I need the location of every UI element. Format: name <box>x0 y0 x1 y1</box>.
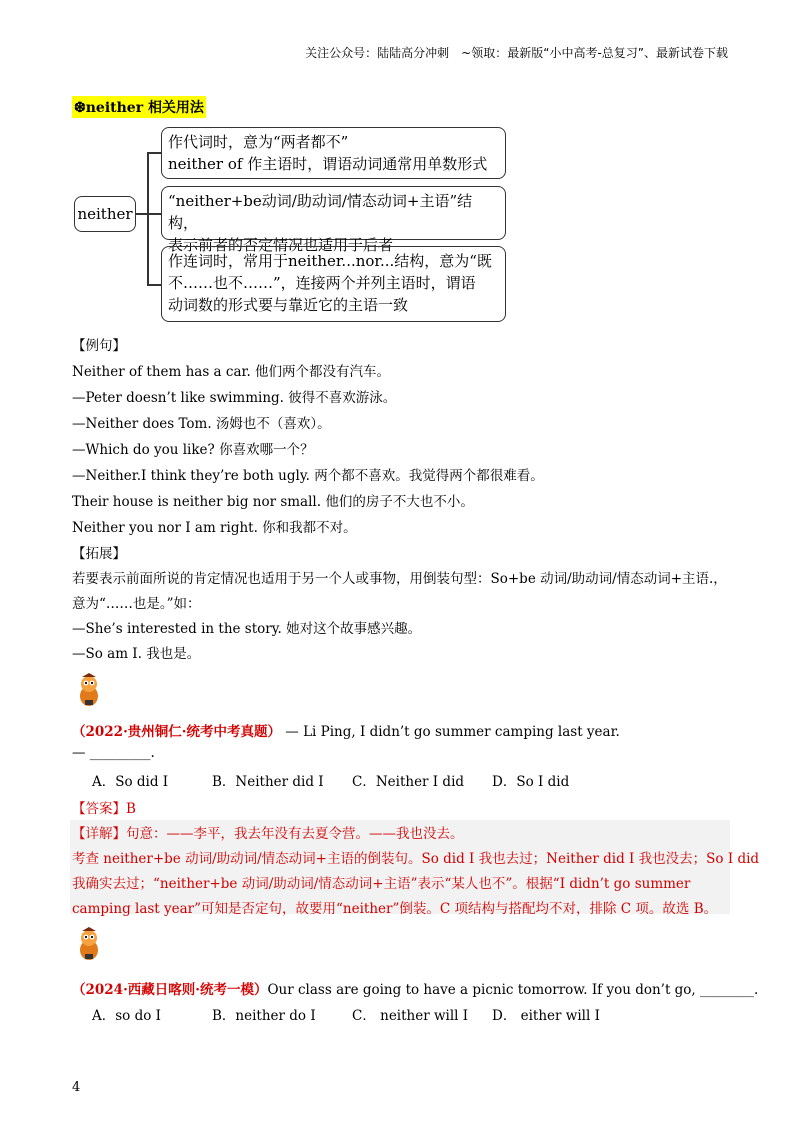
q1-option-c[interactable]: C．Neither I did <box>352 774 465 790</box>
question-2-source: （2024·西藏日喀则·统考一模） <box>72 982 268 998</box>
q2-option-a[interactable]: A．so do I <box>92 1008 161 1024</box>
page-number: 4 <box>72 1080 81 1095</box>
box-text: “neither+be动词/助动词/情态动词+主语”结构， <box>168 192 473 232</box>
connector-vertical <box>147 152 149 284</box>
question-1-source: （2022·贵州铜仁·统考中考真题） <box>72 724 281 740</box>
example-line: Neither of them has a car. 他们两个都没有汽车。 <box>72 364 391 380</box>
question-1-stem <box>72 720 620 740</box>
example-line: —Peter doesn’t like swimming. 彼得不喜欢游泳。 <box>72 390 397 406</box>
extension-line: —So am I. 我也是。 <box>72 646 201 662</box>
box-text: 作连词时，常用于neither...nor...结构，意为“既 <box>168 252 492 270</box>
q1-answer: 【答案】B <box>72 801 136 817</box>
q1-explanation-line: 【详解】句意：——李平，我去年没有去夏令营。——我也没去。 <box>72 826 464 842</box>
q1-option-a[interactable]: A．So did I <box>92 774 169 790</box>
q1-explanation-line: 我确实去过；“neither+be 动词/助动词/情态动词+主语”表示“某人也不”。根据“I didn’t go summer <box>72 876 691 892</box>
diagram-box-conjunction <box>161 246 506 322</box>
q1-explanation-line: camping last year”可知是否定句，故要用“neither”倒装。C 项结构与搭配均不对，排除 C 项。故选 B。 <box>72 901 718 917</box>
diagram-box-inversion <box>161 186 506 254</box>
example-line: Their house is neither big nor small. 他们的房子不大也不小。 <box>72 494 474 510</box>
example-line: —Which do you like? 你喜欢哪一个？ <box>72 442 314 458</box>
example-line: Neither you nor I am right. 你和我都不对。 <box>72 520 357 536</box>
q2-option-d[interactable]: D． either will I <box>492 1008 600 1024</box>
diagram-center-node <box>74 196 136 232</box>
extension-line: 意为“……也是。”如： <box>72 596 201 612</box>
q2-option-b[interactable]: B．neither do I <box>212 1008 316 1024</box>
extension-heading: 【拓展】 <box>72 546 126 562</box>
q1-explanation-line: 考查 neither+be 动词/助动词/情态动词+主语的倒装句。So did I 我也去过；Neither did I 我也没去；So I did <box>72 851 760 867</box>
box-text: 表示前者的否定情况也适用于后者 <box>168 236 394 254</box>
connector-branch-3 <box>147 284 161 286</box>
question-1-text: — Li Ping, I didn’t go summer camping last year. <box>285 724 620 740</box>
page-header: 关注公众号：陆陆高分冲刺 ~领取：最新版“小中高考-总复习”、最新试卷下载 <box>305 46 728 60</box>
question-2-text: Our class are going to have a picnic tomorrow. If you don’t go, ________. <box>267 982 759 998</box>
box-text: neither of 作主语时，谓语动词通常用单数形式 <box>168 155 488 173</box>
question-2-stem <box>72 978 758 998</box>
example-line: —Neither.I think they’re both ugly. 两个都不喜欢。我觉得两个都很难看。 <box>72 468 544 484</box>
connector-branch-1 <box>147 152 161 154</box>
section-title: ❆neither 相关用法 <box>72 96 206 118</box>
example-line: —Neither does Tom. 汤姆也不（喜欢）。 <box>72 416 331 432</box>
diagram-center-label: neither <box>77 205 133 223</box>
extension-line: 若要表示前面所说的肯定情况也适用于另一个人或事物，用倒装句型：So+be 动词/助动词/情态动词+主语.， <box>72 571 727 587</box>
question-1-blank: — _________. <box>72 745 155 761</box>
mascot-icon <box>74 672 104 708</box>
q1-option-d[interactable]: D．So I did <box>492 774 570 790</box>
q1-option-b[interactable]: B．Neither did I <box>212 774 324 790</box>
q2-option-c[interactable]: C． neither will I <box>352 1008 469 1024</box>
box-text: 不……也不……”，连接两个并列主语时，谓语 <box>168 274 476 292</box>
box-text: 动词数的形式要与靠近它的主语一致 <box>168 296 409 314</box>
box-text: 作代词时，意为“两者都不” <box>168 133 349 151</box>
diagram-box-pronoun <box>161 127 506 179</box>
connector-branch-2 <box>147 213 161 215</box>
extension-line: —She’s interested in the story. 她对这个故事感兴趣。 <box>72 621 422 637</box>
mascot-icon <box>74 926 104 962</box>
examples-heading: 【例句】 <box>72 338 126 354</box>
